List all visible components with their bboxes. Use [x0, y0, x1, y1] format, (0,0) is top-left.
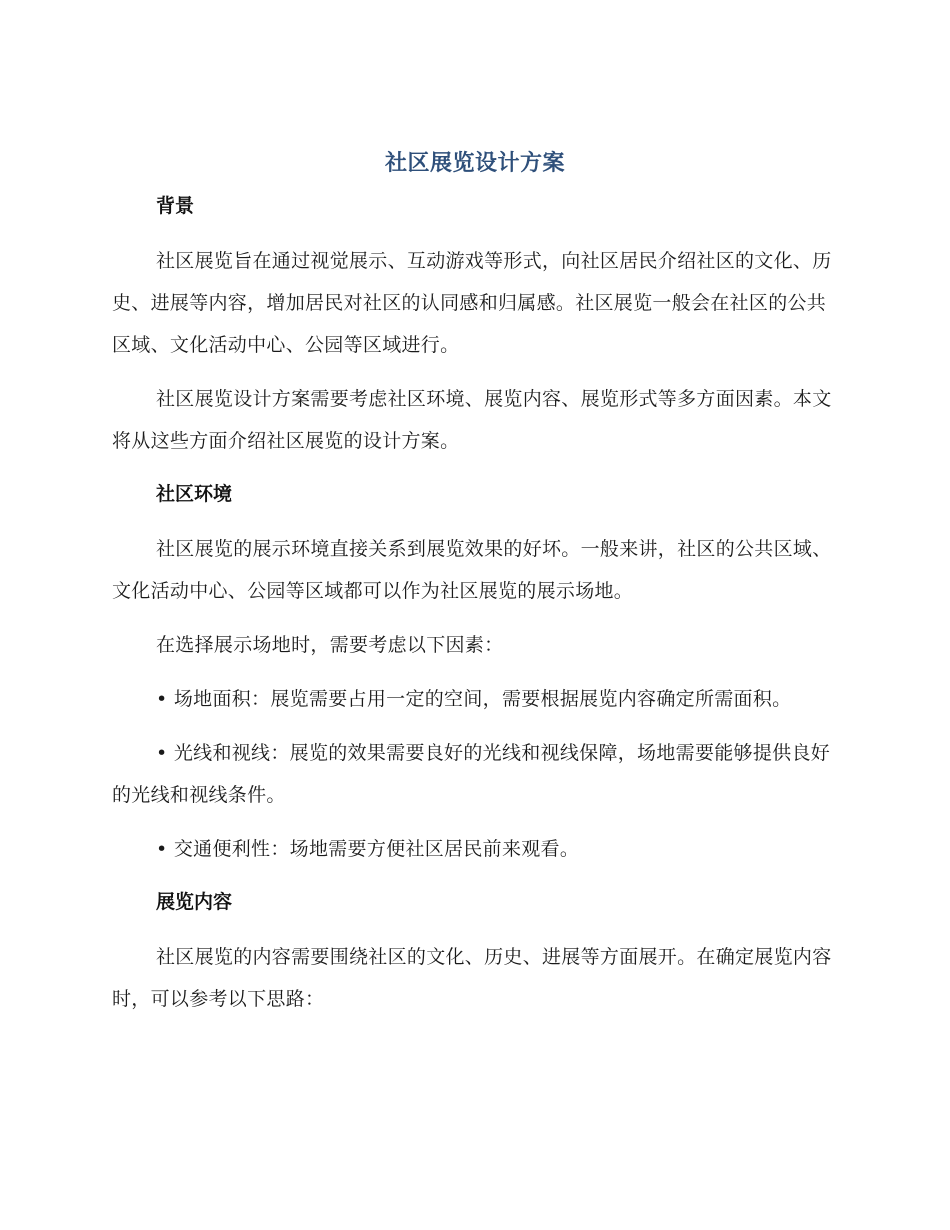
paragraph: 社区展览的内容需要围绕社区的文化、历史、进展等方面展开。在确定展览内容时，可以参考以下思路： — [112, 946, 832, 1010]
paragraph: 社区展览的展示环境直接关系到展览效果的好坏。一般来讲，社区的公共区域、文化活动中心、公园等区域都可以作为社区展览的展示场地。 — [112, 538, 832, 602]
bullet-item: • 场地面积：展览需要占用一定的空间，需要根据展览内容确定所需面积。 — [156, 688, 792, 710]
section-heading-background: 背景 — [156, 195, 195, 217]
section-heading-community-environment: 社区环境 — [156, 483, 233, 505]
paragraph: 社区展览旨在通过视觉展示、互动游戏等形式，向社区居民介绍社区的文化、历史、进展等内容，增加居民对社区的认同感和归属感。社区展览一般会在社区的公共区域、文化活动中心、公园等区域进行。 — [112, 250, 832, 356]
document-body — [112, 186, 832, 1020]
paragraph: 社区展览设计方案需要考虑社区环境、展览内容、展览形式等多方面因素。本文将从这些方面介绍社区展览的设计方案。 — [112, 388, 832, 452]
paragraph: 在选择展示场地时，需要考虑以下因素： — [156, 634, 504, 656]
bullet-item: • 光线和视线：展览的效果需要良好的光线和视线保障，场地需要能够提供良好的光线和视线条件。 — [112, 742, 831, 806]
section-heading-exhibition-content: 展览内容 — [156, 891, 233, 913]
document-title: 社区展览设计方案 — [384, 151, 565, 176]
bullet-item: • 交通便利性：场地需要方便社区居民前来观看。 — [156, 838, 580, 860]
